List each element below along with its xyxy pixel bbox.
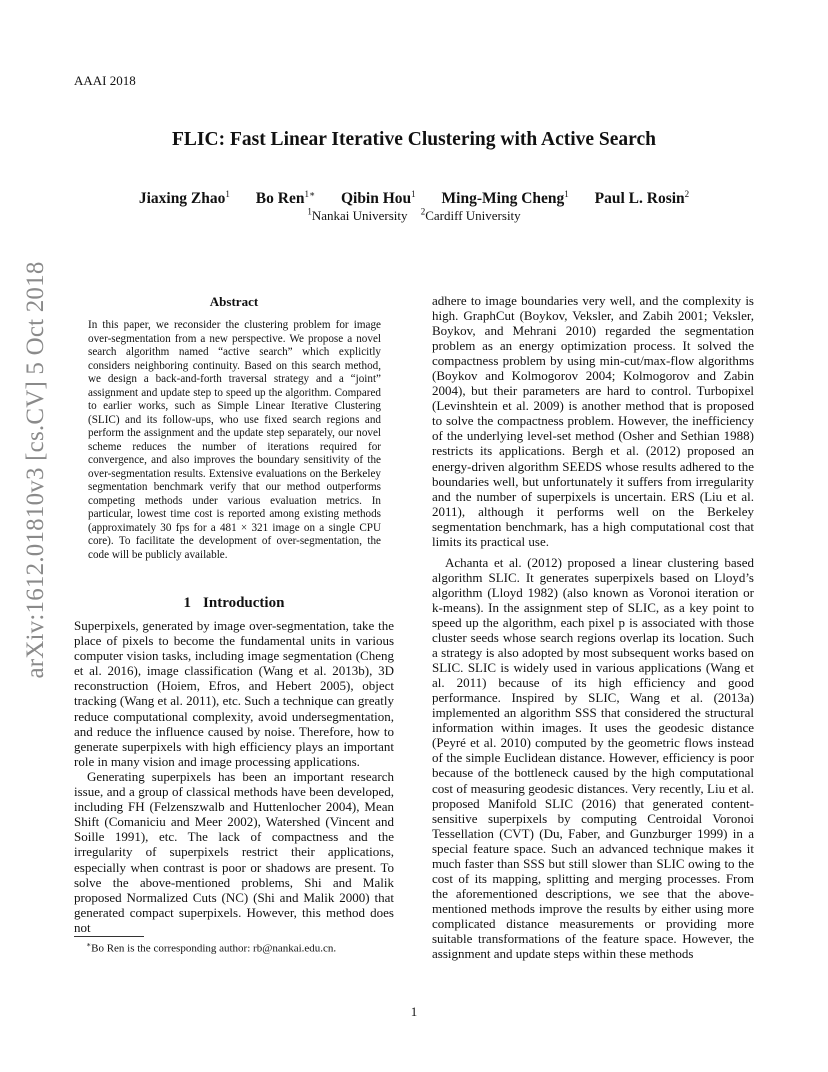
abstract-text: In this paper, we reconsider the clustering problem for image over-segmentation from a new perspective. We propose a novel search algorithm named “active search” which explicitly considers neighboring continuity. Based on this search method, we design a back-and-forth traversal strategy and a “joint” assignment and update step to speed up the algorithm. Compared to earlier works, such as Simple Linear Iterative Clustering (SLIC) and its follow-ups, who use fixed search regions and perform the assignment and the update step separately, our novel scheme reduces the number of iterations required for convergence, and also improves the boundary sensitivity of the over-segmentation results. Extensive evaluations on the Berkeley segmentation benchmark verify that our method outperforms competing methods under various evaluation metrics. In particular, lowest time cost is reported among existing methods (approximately 30 fps for a 481 × 321 image on a single CPU core). To facilitate the development of over-segmentation, the code will be publicly available.	[88, 319, 381, 561]
right-column	[432, 293, 754, 961]
abstract-body	[88, 319, 381, 562]
paragraph: adhere to image boundaries very well, and the complexity is high. GraphCut (Boykov, Veksler, and Zabih 2001; Veksler, Boykov, and Mehrani 2010) regarded the segmentation problem as an energy optimization process. It solved the compactness problem by using min-cut/max-flow algorithms (Boykov and Kolmogorov 2004; Kolmogorov and Zabin 2004), but their parameters are hard to control. Turbopixel (Levinshtein et al. 2009) is another method that is proposed to solve the compactness problem. However, the inefficiency of the underlying level-set method (Osher and Sethian 1988) restricts its applications. Bergh et al. (2012) proposed an energy-driven algorithm SEEDS whose results adhered to the boundaries well, but unfortunately it suffers from irregularity and the number of superpixels is uncertain. ERS (Liu et al. 2011), although it performs well on the Berkeley segmentation benchmark, has a high computational cost that limits its practical use.	[432, 293, 754, 549]
author: Bo Ren$^{1∗}$	[255, 189, 316, 208]
intro-column	[74, 618, 394, 935]
affiliation: $^1$Nankai University	[307, 207, 408, 224]
author: Jiaxing Zhao$^1$	[138, 189, 230, 208]
affiliation: $^2$Cardiff University	[420, 207, 521, 224]
abstract-heading: Abstract	[209, 294, 259, 309]
author: Ming-Ming Cheng$^1$	[441, 189, 569, 208]
author: Qibin Hou$^1$	[340, 189, 416, 208]
section-number: 1	[183, 595, 192, 611]
section-heading	[74, 595, 394, 612]
author-list	[0, 189, 828, 208]
footnote-rule	[74, 936, 144, 937]
affiliation-list	[0, 207, 828, 224]
venue-label: AAAI 2018	[74, 73, 136, 88]
paragraph: Superpixels, generated by image over-segmentation, take the place of pixels to become the fundamental units in various computer vision tasks, including image segmentation (Cheng et al. 2016), image classification (Wang et al. 2013b), 3D reconstruction (Hoiem, Efros, and Hebert 2005), object tracking (Wang et al. 2011), etc. Such a technique can greatly reduce computational complexity, avoid undersegmentation, and reduce the influence caused by noise. Therefore, how to generate superpixels with high efficiency plays an important role in many vision and image processing applications.	[74, 618, 394, 769]
page-number: 1	[410, 1004, 418, 1019]
section-title: Introduction	[203, 595, 285, 611]
paragraph: Generating superpixels has been an important research issue, and a group of classical methods have been developed, including FH (Felzenszwalb and Huttenlocher 2004), Mean Shift (Comaniciu and Meer 2002), Watershed (Vincent and Soille 1991), etc. The lack of compactness and the irregularity of superpixels restrict their applications, especially when contrast is poor or shadows are present. To solve the above-mentioned problems, Shi and Malik proposed Normalized Cuts (NC) (Shi and Malik 2000) that generated compact superpixels. However, this method does not	[74, 768, 394, 935]
author: Paul L. Rosin$^2$	[594, 189, 690, 208]
footnote: ∗Bo Ren is the corresponding author: rb@nankai.edu.cn.	[86, 940, 337, 955]
paragraph: Achanta et al. (2012) proposed a linear clustering based algorithm SLIC. It generates superpixels based on Lloyd’s algorithm (Lloyd 1982) (also known as Voronoi iteration or k-means). In the assignment step of SLIC, as a key point to speed up the algorithm, each pixel p is associated with those cluster seeds whose search regions overlap its location. Such a strategy is also adopted by most subsequent works based on SLIC. SLIC is widely used in various applications (Wang et al. 2011) because of its high efficiency and good performance. Inspired by SLIC, Wang et al. (2013a) implemented an algorithm SSS that considered the structural information within images. It uses the geodesic distance (Peyré et al. 2010) computed by the geometric flows instead of the simple Euclidean distance. However, efficiency is poor because of the bottleneck caused by the high computational cost of measuring geodesic distances. Very recently, Liu et al. proposed Manifold SLIC (2016) that generated content-sensitive superpixels by computing Centroidal Voronoi Tessellation (CVT) (Du, Faber, and Gunzburger 1999) in a special feature space. Such an advanced technique makes it much faster than SSS but still slower than SLIC owing to the cost of its mapping, splitting and merging processes. From the aforementioned descriptions, we see that the above-mentioned methods improve the results by either using more complicated distance measurements or providing more suitable transformations of the feature space. However, the assignment and update steps within these methods	[432, 554, 754, 962]
paper-title: FLIC: Fast Linear Iterative Clustering with Active Search	[171, 129, 656, 150]
arxiv-id: arXiv:1612.01810v3 [cs.CV] 5 Oct 2018	[22, 261, 49, 679]
